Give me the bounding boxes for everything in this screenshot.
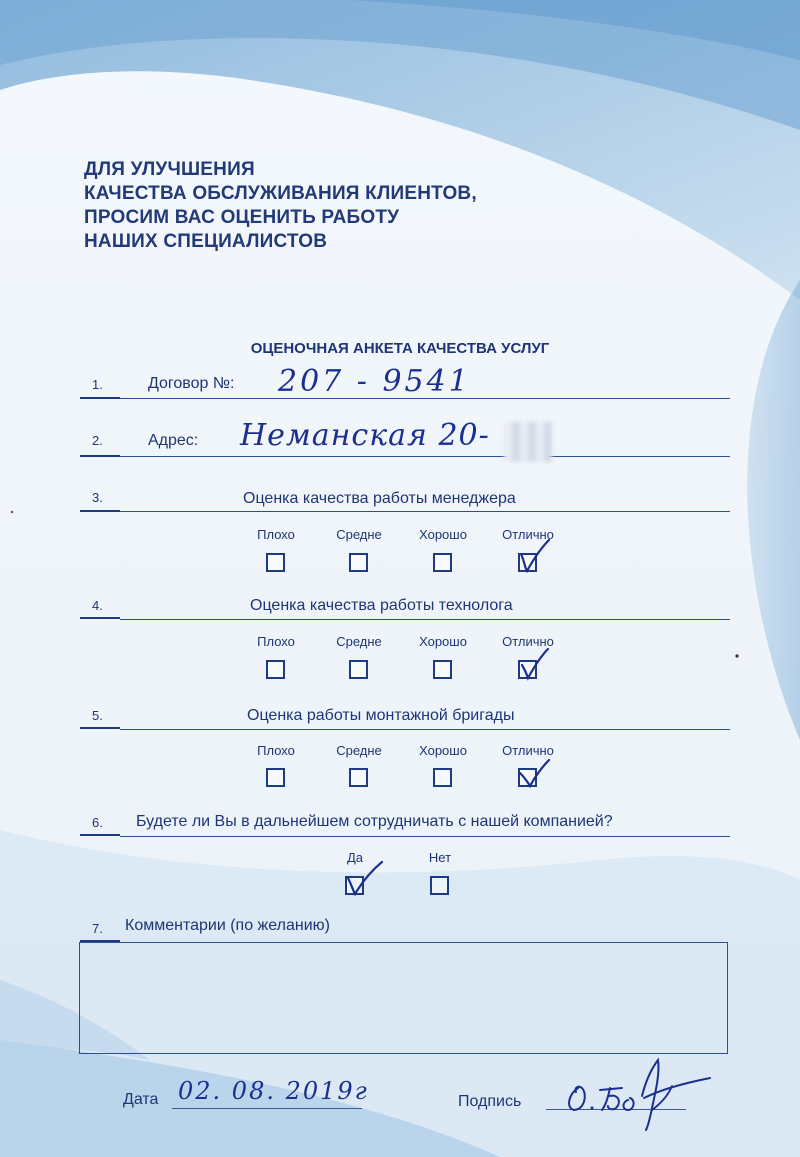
q6-number: 6. (92, 815, 103, 830)
q3-option-label-bad: Плохо (257, 527, 295, 542)
q6-option-label-no: Нет (428, 850, 452, 865)
q4-number: 4. (92, 598, 103, 613)
form-title: ОЦЕНОЧНАЯ АНКЕТА КАЧЕСТВА УСЛУГ (250, 340, 550, 357)
q3-option-label-excellent: Отлично (502, 527, 554, 542)
q6-title: Будете ли Вы в дальнейшем сотрудничать с нашей компанией? (136, 813, 613, 830)
q4-option-label-good: Хорошо (419, 634, 467, 649)
q4-title: Оценка качества работы технолога (250, 597, 513, 614)
q5-option-label-bad: Плохо (257, 743, 295, 758)
date-field[interactable]: 02. 08. 2019г (178, 1077, 369, 1105)
date-label: Дата (123, 1091, 159, 1108)
q5-number: 5. (92, 708, 103, 723)
contract-label: Договор №: (148, 375, 235, 392)
q4-option-label-bad: Плохо (257, 634, 295, 649)
signature-label: Подпись (458, 1093, 522, 1110)
q3-number: 3. (92, 490, 103, 505)
q6-option-label-yes: Да (346, 850, 364, 865)
heading-line-1: ДЛЯ УЛУЧШЕНИЯ (84, 159, 255, 180)
q3-title: Оценка качества работы менеджера (243, 490, 516, 507)
q3-option-label-good: Хорошо (419, 527, 467, 542)
q7-number: 7. (92, 921, 103, 936)
q5-title: Оценка работы монтажной бригады (247, 707, 515, 724)
heading-line-2: КАЧЕСТВА ОБСЛУЖИВАНИЯ КЛИЕНТОВ, (84, 183, 477, 204)
q3-option-label-average: Средне (336, 527, 382, 542)
q1-number: 1. (92, 377, 103, 392)
q4-option-label-average: Средне (336, 634, 382, 649)
q5-option-label-average: Средне (336, 743, 382, 758)
q5-option-label-excellent: Отлично (502, 743, 554, 758)
heading-line-4: НАШИХ СПЕЦИАЛИСТОВ (84, 231, 328, 252)
contract-number-field[interactable]: 207 - 9541 (278, 364, 471, 399)
address-field[interactable]: Неманская 20- (240, 418, 490, 453)
q5-option-label-good: Хорошо (419, 743, 467, 758)
q2-number: 2. (92, 433, 103, 448)
heading-line-3: ПРОСИМ ВАС ОЦЕНИТЬ РАБОТУ (84, 207, 400, 228)
address-label: Адрес: (148, 432, 199, 449)
q7-title: Комментарии (по желанию) (125, 917, 330, 934)
q4-option-label-excellent: Отлично (502, 634, 554, 649)
